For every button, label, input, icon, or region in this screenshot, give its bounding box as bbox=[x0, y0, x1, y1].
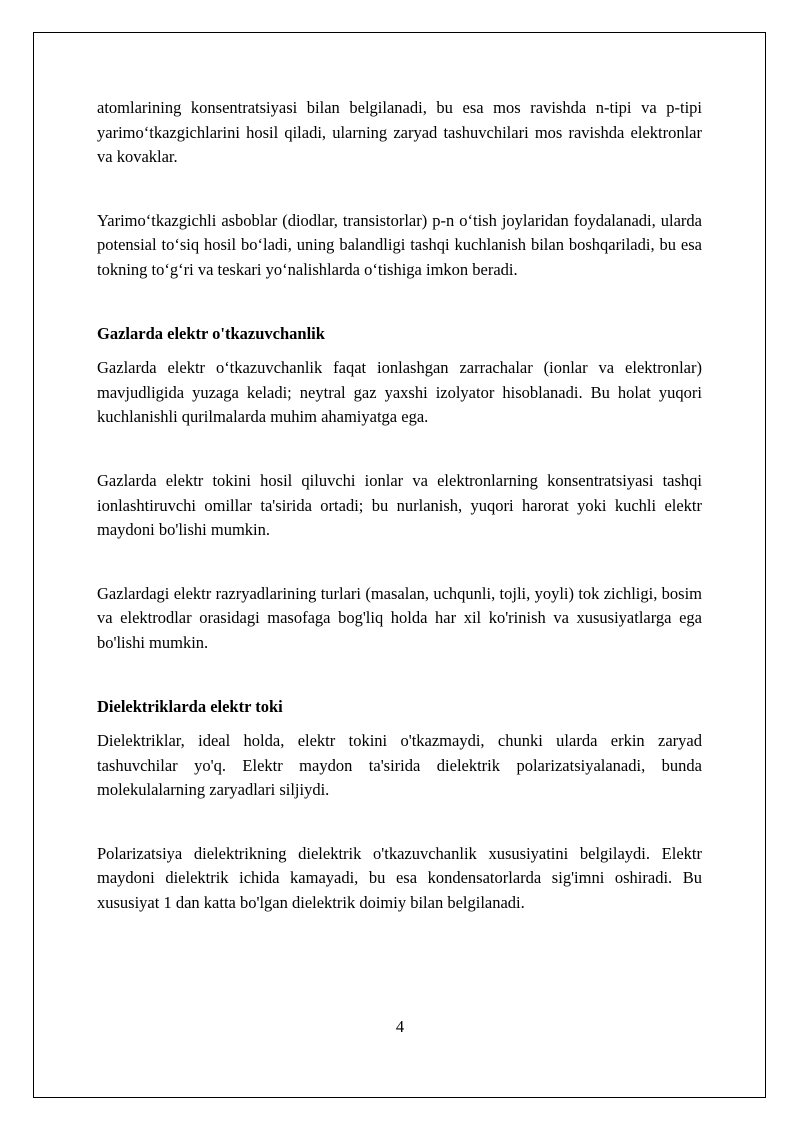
heading-gas-conductivity: Gazlarda elektr o'tkazuvchanlik bbox=[97, 323, 325, 343]
paragraph-gas-discharges: Gazlardagi elektr razryadlarining turlari (masalan, uchqunli, tojli, yoyli) tok zichligi, bosim va elektrodlar orasidagi masofaga bog'liq holda har xil ko'rinish va xususiyatlarga ega bo'lishi mumkin. bbox=[97, 583, 702, 652]
paragraph-gas-concentration: Gazlarda elektr tokini hosil qiluvchi ionlar va elektronlarning konsentratsiyasi tashqi ionlashtiruvchi omillar ta'sirida ortadi; bu nurlanish, yuqori harorat yoki kuchli elektr maydoni bo'lishi mumkin. bbox=[97, 470, 702, 540]
paragraph-gas-ionized: Gazlarda elektr o‘tkazuvchanlik faqat ionlashgan zarrachalar (ionlar va elektronlar) mavjudligida yuzaga keladi; neytral gaz yaxshi izolyator hisoblanadi. Bu holat yuqori kuchlanishli qurilmalarda muhim ahamiyatga ega. bbox=[97, 358, 702, 427]
document-body bbox=[97, 96, 702, 916]
paragraph-semiconductor-carriers: atomlarining konsentratsiyasi bilan belgilanadi, bu esa mos ravishda n-tipi va p-tipi yarimo‘tkazgichlarini hosil qiladi, ularning zaryad tashuvchilari mos ravishda elektronlar va kovaklar. bbox=[97, 98, 702, 167]
paragraph-dielectric-ideal: Dielektriklar, ideal holda, elektr tokini o'tkazmaydi, chunki ularda erkin zaryad tashuvchilar yo'q. Elektr maydon ta'sirida dielektrik polarizatsiyalanadi, bunda molekulalarning zaryadlari siljiydi. bbox=[97, 731, 702, 800]
paragraph-semiconductor-devices: Yarimo‘tkazgichli asboblar (diodlar, transistorlar) p-n o‘tish joylaridan foydalanadi, ularda potensial to‘siq hosil bo‘ladi, uning balandligi tashqi kuchlanish bilan boshqariladi, bu esa tokning to‘g‘ri va teskari yo‘nalishlarda o‘tishiga imkon beradi. bbox=[97, 210, 702, 279]
heading-dielectric-current: Dielektriklarda elektr toki bbox=[97, 696, 283, 716]
paragraph-dielectric-polarization: Polarizatsiya dielektrikning dielektrik o'tkazuvchanlik xususiyatini belgilaydi. Elektr maydoni dielektrik ichida kamayadi, bu esa kondensatorlarda sig'imni oshiradi. Bu xususiyat 1 dan katta bo'lgan dielektrik doimiy bilan belgilanadi. bbox=[97, 843, 702, 913]
page-number: 4 bbox=[395, 1017, 405, 1036]
